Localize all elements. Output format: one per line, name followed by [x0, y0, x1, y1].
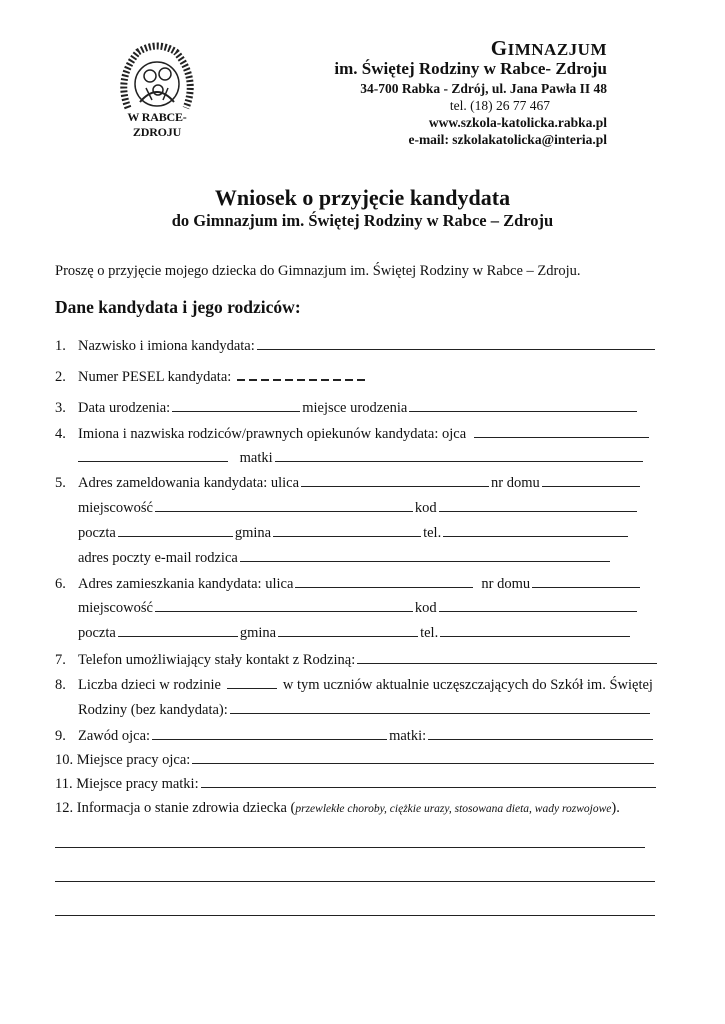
field-contact-phone: 7. Telefon umożliwiający stały kontakt z Rodziną:	[55, 650, 659, 669]
father-workplace-input[interactable]	[192, 750, 654, 764]
school-type-heading: GIMNAZJUM	[490, 36, 607, 60]
mother-workplace-input[interactable]	[201, 774, 656, 788]
field-mother-workplace: 11. Miejsce pracy matki:	[55, 774, 658, 793]
field-children-count: 8. Liczba dzieci w rodzinie w tym uczniów aktualnie uczęszczających do Szkół im. Świętej	[55, 677, 653, 693]
reg-town-input[interactable]	[155, 498, 413, 512]
field-residence-address: 6. Adres zamieszkania kandydata: ulica nr domu	[55, 574, 642, 593]
pesel-input[interactable]	[235, 369, 367, 385]
field-pesel: 2. Numer PESEL kandydata:	[55, 369, 367, 386]
reg-phone-input[interactable]	[443, 523, 628, 537]
field-reg-town: miejscowość kod	[78, 498, 639, 517]
res-post-office-input[interactable]	[118, 623, 238, 637]
health-info-line-2[interactable]	[55, 880, 655, 882]
school-name: im. Świętej Rodziny w Rabce- Zdroju	[334, 59, 607, 78]
school-phone: tel. (18) 26 77 467	[449, 98, 550, 113]
school-website[interactable]: www.szkola-katolicka.rabka.pl	[428, 115, 607, 130]
birth-place-input[interactable]	[409, 398, 637, 412]
field-registered-address: 5. Adres zameldowania kandydata: ulica nr domu	[55, 473, 642, 492]
field-candidate-name: 1. Nazwisko i imiona kandydata:	[55, 336, 657, 355]
field-health-info: 12. Informacja o stanie zdrowia dziecka (przewlekłe choroby, ciężkie urazy, stosowana dieta, wady rozwojowe).	[55, 800, 620, 816]
contact-phone-input[interactable]	[357, 650, 657, 664]
reg-post-office-input[interactable]	[118, 523, 233, 537]
res-street-input[interactable]	[295, 574, 473, 588]
school-address: 34-700 Rabka - Zdrój, ul. Jana Pawła II 48	[360, 81, 607, 96]
father-occupation-input[interactable]	[152, 726, 387, 740]
field-father-workplace: 10. Miejsce pracy ojca:	[55, 750, 656, 769]
birth-date-input[interactable]	[172, 398, 300, 412]
health-info-line-3[interactable]	[55, 914, 655, 916]
school-logo	[108, 38, 206, 139]
field-mother: matki	[78, 448, 645, 467]
parents-extra-input[interactable]	[78, 448, 228, 462]
parent-email-input[interactable]	[240, 548, 610, 562]
school-email[interactable]: e-mail: szkolakatolicka@interia.pl	[408, 132, 607, 147]
section-heading: Dane kandydata i jego rodziców:	[55, 297, 301, 317]
field-res-town: miejscowość kod	[78, 598, 639, 617]
form-subtitle: do Gimnazjum im. Świętej Rodziny w Rabce – Zdroju	[171, 211, 554, 230]
children-count-input[interactable]	[227, 675, 277, 689]
health-info-line-1[interactable]	[55, 846, 645, 848]
field-reg-email: adres poczty e-mail rodzica	[78, 548, 612, 567]
siblings-count-input[interactable]	[230, 700, 650, 714]
res-commune-input[interactable]	[278, 623, 418, 637]
reg-commune-input[interactable]	[273, 523, 421, 537]
reg-house-number-input[interactable]	[542, 473, 640, 487]
field-birth: 3. Data urodzenia: miejsce urodzenia	[55, 398, 639, 417]
mother-name-input[interactable]	[275, 448, 643, 462]
field-siblings-count: Rodziny (bez kandydata):	[78, 700, 652, 719]
field-res-post: poczta gmina tel.	[78, 623, 632, 642]
form-title: Wniosek o przyjęcie kandydata	[214, 185, 511, 210]
field-parents: 4. Imiona i nazwiska rodziców/prawnych opiekunów kandydata: ojca	[55, 424, 651, 443]
reg-street-input[interactable]	[301, 473, 489, 487]
reg-postcode-input[interactable]	[439, 498, 637, 512]
res-town-input[interactable]	[155, 598, 413, 612]
res-postcode-input[interactable]	[439, 598, 637, 612]
intro-text: Proszę o przyjęcie mojego dziecka do Gimnazjum im. Świętej Rodziny w Rabce – Zdroju.	[55, 263, 581, 279]
res-phone-input[interactable]	[440, 623, 630, 637]
mother-occupation-input[interactable]	[428, 726, 653, 740]
res-house-number-input[interactable]	[532, 574, 640, 588]
field-occupation: 9. Zawód ojca: matki:	[55, 726, 655, 745]
field-reg-post: poczta gmina tel.	[78, 523, 630, 542]
father-name-input[interactable]	[474, 424, 649, 438]
logo-caption: W RABCE-ZDROJU	[127, 110, 187, 139]
candidate-name-input[interactable]	[257, 336, 655, 350]
